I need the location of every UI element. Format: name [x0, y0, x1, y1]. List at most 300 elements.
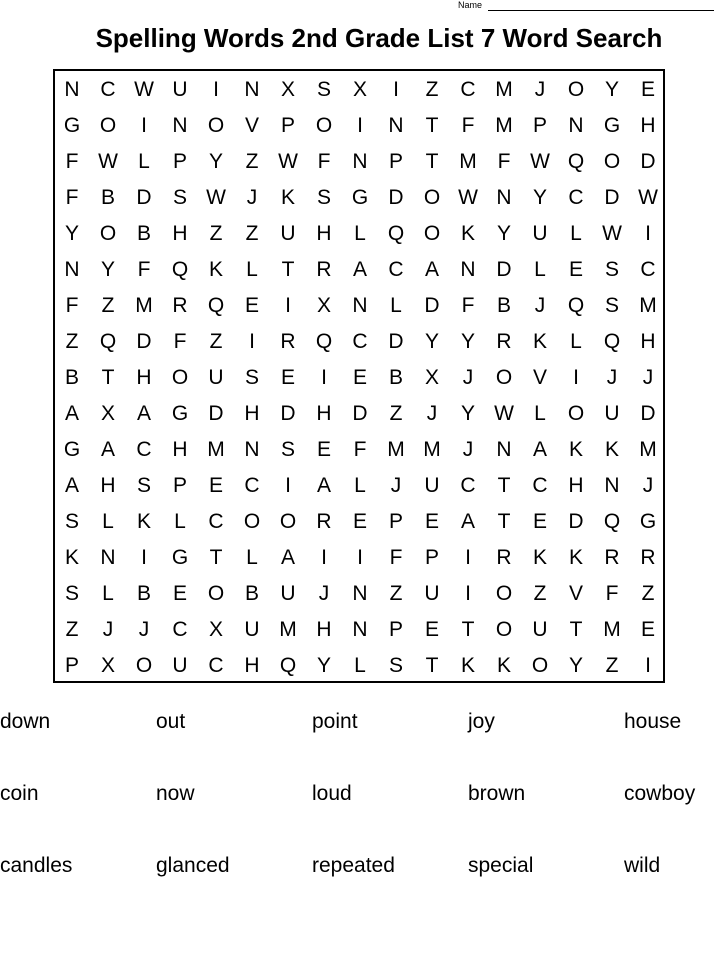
grid-letter[interactable]: L: [534, 402, 546, 425]
grid-letter[interactable]: U: [532, 618, 548, 641]
grid-letter[interactable]: E: [424, 618, 439, 641]
grid-letter[interactable]: Y: [532, 186, 547, 209]
grid-letter[interactable]: Y: [64, 222, 79, 245]
grid-letter[interactable]: K: [64, 546, 79, 569]
grid-letter[interactable]: K: [460, 222, 475, 245]
grid-letter[interactable]: P: [172, 150, 187, 173]
grid-letter[interactable]: W: [494, 402, 514, 425]
grid-letter[interactable]: T: [425, 654, 439, 677]
grid-letter[interactable]: H: [244, 402, 260, 425]
grid-letter[interactable]: F: [65, 186, 79, 209]
grid-letter[interactable]: P: [388, 510, 403, 533]
grid-letter[interactable]: O: [207, 582, 225, 605]
grid-letter[interactable]: N: [352, 294, 368, 317]
grid-letter[interactable]: D: [496, 258, 512, 281]
grid-letter[interactable]: T: [569, 618, 583, 641]
grid-letter[interactable]: H: [316, 222, 332, 245]
grid-letter[interactable]: R: [496, 546, 512, 569]
grid-letter[interactable]: F: [497, 150, 511, 173]
grid-letter[interactable]: K: [496, 654, 511, 677]
grid-letter[interactable]: M: [423, 438, 441, 461]
grid-letter[interactable]: I: [321, 366, 327, 389]
grid-letter[interactable]: J: [642, 366, 654, 389]
grid-letter[interactable]: C: [136, 438, 152, 461]
grid-letter[interactable]: S: [316, 186, 331, 209]
grid-letter[interactable]: W: [458, 186, 478, 209]
grid-letter[interactable]: H: [316, 618, 332, 641]
grid-letter[interactable]: J: [246, 186, 258, 209]
grid-letter[interactable]: L: [354, 474, 366, 497]
grid-letter[interactable]: Z: [605, 654, 619, 677]
grid-letter[interactable]: U: [172, 78, 188, 101]
grid-letter[interactable]: D: [208, 402, 224, 425]
grid-letter[interactable]: K: [532, 330, 547, 353]
grid-letter[interactable]: N: [352, 150, 368, 173]
grid-letter[interactable]: X: [352, 78, 367, 101]
grid-letter[interactable]: M: [639, 294, 657, 317]
grid-letter[interactable]: E: [352, 510, 367, 533]
grid-letter[interactable]: T: [461, 618, 475, 641]
grid-letter[interactable]: Y: [208, 150, 223, 173]
grid-letter[interactable]: D: [388, 330, 404, 353]
grid-letter[interactable]: W: [98, 150, 118, 173]
grid-letter[interactable]: D: [136, 330, 152, 353]
grid-letter[interactable]: P: [424, 546, 439, 569]
grid-letter[interactable]: C: [568, 186, 584, 209]
grid-letter[interactable]: T: [209, 546, 223, 569]
grid-letter[interactable]: S: [64, 510, 79, 533]
grid-letter[interactable]: Y: [568, 654, 583, 677]
grid-letter[interactable]: O: [243, 510, 261, 533]
grid-letter[interactable]: A: [64, 402, 79, 425]
grid-letter[interactable]: C: [532, 474, 548, 497]
grid-letter[interactable]: C: [640, 258, 656, 281]
grid-letter[interactable]: L: [534, 258, 546, 281]
grid-letter[interactable]: S: [280, 438, 295, 461]
name-line[interactable]: [488, 10, 714, 11]
grid-letter[interactable]: E: [568, 258, 583, 281]
grid-letter[interactable]: H: [316, 402, 332, 425]
grid-letter[interactable]: C: [172, 618, 188, 641]
grid-row: [55, 432, 663, 468]
grid-letter[interactable]: Z: [641, 582, 655, 605]
grid-row: [55, 468, 663, 504]
grid-letter[interactable]: U: [280, 582, 296, 605]
grid-letter[interactable]: H: [172, 222, 188, 245]
grid-letter[interactable]: M: [387, 438, 405, 461]
grid-letter[interactable]: X: [208, 618, 223, 641]
grid-letter[interactable]: N: [496, 186, 512, 209]
grid-letter[interactable]: J: [606, 366, 618, 389]
grid-letter[interactable]: S: [172, 186, 187, 209]
grid-letter[interactable]: C: [100, 78, 116, 101]
grid-letter[interactable]: I: [645, 654, 651, 677]
grid-letter[interactable]: J: [642, 474, 654, 497]
grid-letter[interactable]: N: [460, 258, 476, 281]
grid-letter[interactable]: P: [532, 114, 547, 137]
grid-letter[interactable]: W: [638, 186, 658, 209]
grid-letter[interactable]: B: [136, 222, 151, 245]
grid-letter[interactable]: F: [461, 114, 475, 137]
grid-letter[interactable]: W: [206, 186, 226, 209]
grid-letter[interactable]: K: [568, 438, 583, 461]
grid-letter[interactable]: E: [532, 510, 547, 533]
grid-letter[interactable]: J: [390, 474, 402, 497]
grid-letter[interactable]: V: [568, 582, 583, 605]
grid-letter[interactable]: H: [172, 438, 188, 461]
grid-letter[interactable]: B: [244, 582, 259, 605]
grid-letter[interactable]: S: [388, 654, 403, 677]
grid-letter[interactable]: U: [172, 654, 188, 677]
grid-letter[interactable]: F: [461, 294, 475, 317]
grid-letter[interactable]: I: [465, 582, 471, 605]
grid-letter[interactable]: N: [100, 546, 116, 569]
grid-letter[interactable]: T: [281, 258, 295, 281]
grid-letter[interactable]: A: [352, 258, 367, 281]
grid-letter[interactable]: O: [171, 366, 189, 389]
grid-letter[interactable]: L: [138, 150, 150, 173]
grid-letter[interactable]: D: [388, 186, 404, 209]
grid-row: [55, 396, 663, 432]
grid-letter[interactable]: I: [285, 474, 291, 497]
grid-letter[interactable]: E: [208, 474, 223, 497]
grid-letter[interactable]: R: [280, 330, 296, 353]
grid-letter[interactable]: M: [495, 114, 513, 137]
grid-letter[interactable]: J: [534, 78, 546, 101]
grid-letter[interactable]: A: [460, 510, 475, 533]
grid-letter[interactable]: V: [244, 114, 259, 137]
grid-letter[interactable]: E: [280, 366, 295, 389]
grid-letter[interactable]: H: [100, 474, 116, 497]
grid-letter[interactable]: A: [64, 474, 79, 497]
grid-letter[interactable]: P: [388, 150, 403, 173]
grid-letter[interactable]: E: [316, 438, 331, 461]
grid-letter[interactable]: P: [64, 654, 79, 677]
grid-letter[interactable]: I: [285, 294, 291, 317]
grid-letter[interactable]: E: [244, 294, 259, 317]
grid-letter[interactable]: L: [246, 258, 258, 281]
grid-letter[interactable]: P: [172, 474, 187, 497]
grid-letter[interactable]: T: [497, 474, 511, 497]
grid-letter[interactable]: I: [321, 546, 327, 569]
grid-letter[interactable]: I: [141, 114, 147, 137]
grid-letter[interactable]: R: [316, 510, 332, 533]
grid-letter[interactable]: M: [135, 294, 153, 317]
word-list-item: cowboy: [624, 782, 696, 805]
grid-letter[interactable]: N: [604, 474, 620, 497]
grid-letter[interactable]: X: [316, 294, 331, 317]
grid-letter[interactable]: C: [352, 330, 368, 353]
grid-letter[interactable]: N: [568, 114, 584, 137]
grid-letter[interactable]: Y: [496, 222, 511, 245]
grid-letter[interactable]: D: [136, 186, 152, 209]
grid-letter[interactable]: Q: [171, 258, 189, 281]
grid-letter[interactable]: U: [244, 618, 260, 641]
grid-letter[interactable]: N: [352, 618, 368, 641]
grid-letter[interactable]: C: [244, 474, 260, 497]
grid-letter[interactable]: B: [388, 366, 403, 389]
grid-row: [55, 252, 663, 288]
grid-letter[interactable]: N: [352, 582, 368, 605]
grid-letter[interactable]: F: [317, 150, 331, 173]
grid-letter[interactable]: F: [389, 546, 403, 569]
grid-letter[interactable]: J: [102, 618, 114, 641]
grid-letter[interactable]: R: [316, 258, 332, 281]
grid-letter[interactable]: O: [207, 114, 225, 137]
grid-row: [55, 216, 663, 252]
grid-letter[interactable]: J: [462, 438, 474, 461]
grid-letter[interactable]: B: [136, 582, 151, 605]
grid-letter[interactable]: N: [244, 438, 260, 461]
grid-letter[interactable]: M: [495, 78, 513, 101]
grid-letter[interactable]: Y: [460, 330, 475, 353]
grid-letter[interactable]: G: [639, 510, 657, 533]
grid-letter[interactable]: I: [213, 78, 219, 101]
grid-letter[interactable]: S: [604, 294, 619, 317]
grid-letter[interactable]: M: [639, 438, 657, 461]
grid-letter[interactable]: K: [532, 546, 547, 569]
grid-letter[interactable]: X: [280, 78, 295, 101]
grid-letter[interactable]: Q: [603, 510, 621, 533]
grid-letter[interactable]: O: [315, 114, 333, 137]
grid-letter[interactable]: K: [280, 186, 295, 209]
grid-letter[interactable]: M: [603, 618, 621, 641]
grid-letter[interactable]: I: [357, 114, 363, 137]
grid-letter[interactable]: O: [531, 654, 549, 677]
grid-letter[interactable]: J: [318, 582, 330, 605]
grid-letter[interactable]: F: [353, 438, 367, 461]
grid-letter[interactable]: C: [460, 474, 476, 497]
grid-letter[interactable]: A: [532, 438, 547, 461]
grid-letter[interactable]: N: [388, 114, 404, 137]
grid-letter[interactable]: M: [279, 618, 297, 641]
grid-letter[interactable]: Z: [389, 402, 403, 425]
grid-letter[interactable]: O: [495, 582, 513, 605]
grid-letter[interactable]: Z: [245, 150, 259, 173]
grid-row: [55, 576, 663, 612]
grid-letter[interactable]: E: [424, 510, 439, 533]
grid-letter[interactable]: Q: [279, 654, 297, 677]
grid-letter[interactable]: R: [172, 294, 188, 317]
grid-letter[interactable]: R: [604, 546, 620, 569]
grid-letter[interactable]: L: [174, 510, 186, 533]
grid-letter[interactable]: H: [640, 114, 656, 137]
grid-letter[interactable]: I: [573, 366, 579, 389]
grid-letter[interactable]: E: [640, 618, 655, 641]
grid-letter[interactable]: Q: [207, 294, 225, 317]
grid-letter[interactable]: R: [640, 546, 656, 569]
grid-letter[interactable]: S: [316, 78, 331, 101]
grid-letter[interactable]: K: [208, 258, 223, 281]
grid-letter[interactable]: U: [604, 402, 620, 425]
grid-letter[interactable]: G: [351, 186, 369, 209]
grid-letter[interactable]: C: [208, 654, 224, 677]
grid-letter[interactable]: Z: [65, 330, 79, 353]
grid-letter[interactable]: Q: [315, 330, 333, 353]
grid-letter[interactable]: N: [496, 438, 512, 461]
grid-letter[interactable]: Z: [65, 618, 79, 641]
grid-letter[interactable]: W: [278, 150, 298, 173]
grid-letter[interactable]: J: [426, 402, 438, 425]
grid-letter[interactable]: L: [102, 510, 114, 533]
grid-letter[interactable]: O: [279, 510, 297, 533]
grid-letter[interactable]: D: [352, 402, 368, 425]
grid-letter[interactable]: N: [244, 78, 260, 101]
grid-letter[interactable]: L: [570, 330, 582, 353]
grid-letter[interactable]: T: [101, 366, 115, 389]
grid-letter[interactable]: U: [424, 582, 440, 605]
grid-letter[interactable]: N: [64, 258, 80, 281]
grid-letter[interactable]: F: [65, 150, 79, 173]
grid-letter[interactable]: Z: [209, 330, 223, 353]
grid-letter[interactable]: X: [424, 366, 439, 389]
grid-letter[interactable]: O: [567, 402, 585, 425]
grid-letter[interactable]: X: [100, 654, 115, 677]
grid-letter[interactable]: H: [136, 366, 152, 389]
grid-letter[interactable]: O: [99, 222, 117, 245]
grid-letter[interactable]: P: [388, 618, 403, 641]
grid-letter[interactable]: J: [462, 366, 474, 389]
grid-letter[interactable]: Z: [101, 294, 115, 317]
grid-letter[interactable]: L: [570, 222, 582, 245]
grid-letter[interactable]: B: [64, 366, 79, 389]
grid-row: [55, 288, 663, 324]
grid-letter[interactable]: Z: [533, 582, 547, 605]
grid-letter[interactable]: K: [136, 510, 151, 533]
grid-letter[interactable]: O: [567, 78, 585, 101]
grid-letter[interactable]: T: [497, 510, 511, 533]
grid-letter[interactable]: D: [568, 510, 584, 533]
grid-letter[interactable]: O: [99, 114, 117, 137]
grid-letter[interactable]: Y: [604, 78, 619, 101]
grid-letter[interactable]: V: [532, 366, 547, 389]
grid-letter[interactable]: S: [244, 366, 259, 389]
grid-letter[interactable]: W: [134, 78, 154, 101]
grid-letter[interactable]: H: [640, 330, 656, 353]
grid-letter[interactable]: Z: [425, 78, 439, 101]
grid-letter[interactable]: F: [65, 294, 79, 317]
grid-letter[interactable]: Y: [100, 258, 115, 281]
grid-letter[interactable]: K: [604, 438, 619, 461]
grid-letter[interactable]: L: [390, 294, 402, 317]
grid-letter[interactable]: G: [171, 546, 189, 569]
grid-letter[interactable]: D: [604, 186, 620, 209]
grid-letter[interactable]: O: [135, 654, 153, 677]
grid-letter[interactable]: U: [208, 366, 224, 389]
grid-letter[interactable]: U: [532, 222, 548, 245]
grid-letter[interactable]: O: [423, 186, 441, 209]
grid-letter[interactable]: L: [354, 222, 366, 245]
grid-letter[interactable]: W: [530, 150, 550, 173]
grid-letter[interactable]: D: [280, 402, 296, 425]
grid-letter[interactable]: A: [280, 546, 295, 569]
grid-letter[interactable]: F: [173, 330, 187, 353]
grid-letter[interactable]: Y: [424, 330, 439, 353]
grid-letter[interactable]: S: [136, 474, 151, 497]
grid-letter[interactable]: K: [460, 654, 475, 677]
grid-letter[interactable]: L: [354, 654, 366, 677]
grid-letter[interactable]: L: [102, 582, 114, 605]
grid-letter[interactable]: E: [172, 582, 187, 605]
grid-letter[interactable]: I: [465, 546, 471, 569]
grid-letter[interactable]: Z: [245, 222, 259, 245]
grid-letter[interactable]: U: [424, 474, 440, 497]
grid-letter[interactable]: J: [534, 294, 546, 317]
grid-letter[interactable]: N: [172, 114, 188, 137]
grid-letter[interactable]: O: [423, 222, 441, 245]
grid-letter[interactable]: M: [207, 438, 225, 461]
grid-letter[interactable]: D: [424, 294, 440, 317]
grid-letter[interactable]: X: [100, 402, 115, 425]
grid-letter[interactable]: P: [280, 114, 295, 137]
grid-letter[interactable]: I: [357, 546, 363, 569]
grid-letter[interactable]: G: [63, 114, 81, 137]
grid-letter[interactable]: K: [568, 546, 583, 569]
grid-letter[interactable]: A: [424, 258, 439, 281]
grid-letter[interactable]: D: [640, 402, 656, 425]
grid-letter[interactable]: I: [393, 78, 399, 101]
grid-letter[interactable]: A: [316, 474, 331, 497]
grid-letter[interactable]: C: [208, 510, 224, 533]
grid-letter[interactable]: N: [64, 78, 80, 101]
grid-letter[interactable]: F: [137, 258, 151, 281]
grid-letter[interactable]: Z: [389, 582, 403, 605]
grid-letter[interactable]: Q: [567, 150, 585, 173]
grid-letter[interactable]: C: [388, 258, 404, 281]
grid-letter[interactable]: A: [136, 402, 151, 425]
word-list-item: joy: [468, 710, 495, 733]
grid-letter[interactable]: O: [495, 366, 513, 389]
grid-letter[interactable]: E: [352, 366, 367, 389]
grid-letter[interactable]: O: [603, 150, 621, 173]
grid-letter[interactable]: I: [141, 546, 147, 569]
grid-letter[interactable]: T: [425, 150, 439, 173]
grid-letter[interactable]: O: [495, 618, 513, 641]
grid-letter[interactable]: G: [171, 402, 189, 425]
grid-letter[interactable]: D: [640, 150, 656, 173]
grid-letter[interactable]: S: [604, 258, 619, 281]
grid-letter[interactable]: S: [64, 582, 79, 605]
grid-letter[interactable]: Y: [316, 654, 331, 677]
grid-letter[interactable]: Q: [387, 222, 405, 245]
grid-row: [55, 144, 663, 180]
grid-letter[interactable]: G: [63, 438, 81, 461]
grid-letter[interactable]: I: [249, 330, 255, 353]
grid-letter[interactable]: W: [602, 222, 622, 245]
grid-letter[interactable]: Q: [99, 330, 117, 353]
grid-letter[interactable]: Q: [567, 294, 585, 317]
grid-letter[interactable]: F: [605, 582, 619, 605]
grid-letter[interactable]: Y: [460, 402, 475, 425]
grid-letter[interactable]: L: [246, 546, 258, 569]
grid-letter[interactable]: E: [640, 78, 655, 101]
grid-letter[interactable]: G: [603, 114, 621, 137]
grid-letter[interactable]: M: [459, 150, 477, 173]
grid-letter[interactable]: I: [645, 222, 651, 245]
grid-letter[interactable]: Z: [209, 222, 223, 245]
grid-letter[interactable]: J: [138, 618, 150, 641]
grid-letter[interactable]: B: [496, 294, 511, 317]
grid-letter[interactable]: R: [496, 330, 512, 353]
grid-letter[interactable]: B: [100, 186, 115, 209]
grid-letter[interactable]: H: [568, 474, 584, 497]
grid-letter[interactable]: A: [100, 438, 115, 461]
grid-letter[interactable]: C: [460, 78, 476, 101]
grid-letter[interactable]: Q: [603, 330, 621, 353]
grid-letter[interactable]: T: [425, 114, 439, 137]
grid-letter[interactable]: U: [280, 222, 296, 245]
grid-letter[interactable]: H: [244, 654, 260, 677]
